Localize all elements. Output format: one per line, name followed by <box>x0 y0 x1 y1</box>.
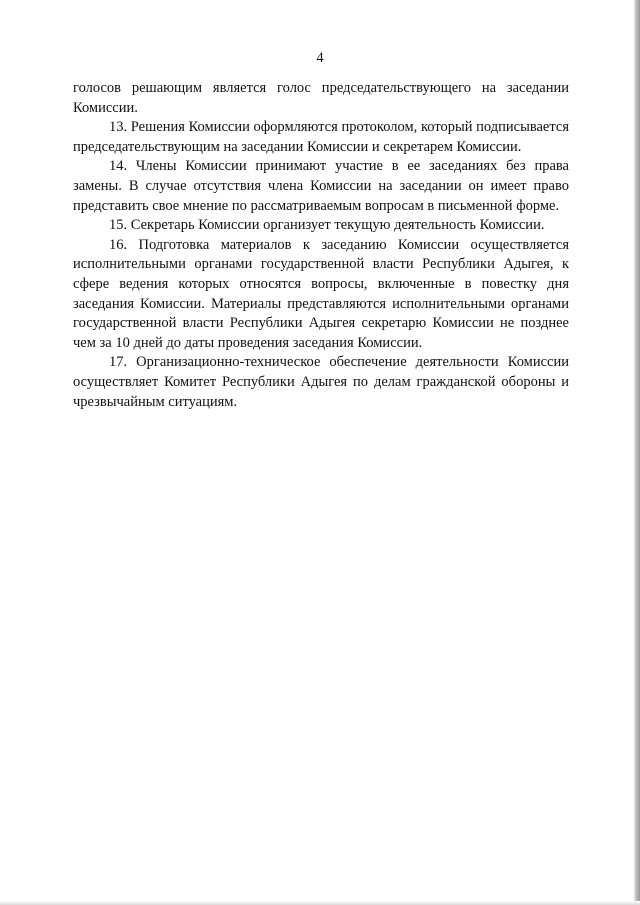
document-body <box>73 79 569 412</box>
paragraph-16: 16. Подготовка материалов к заседанию Комиссии осуществляется исполнительными органами государственной власти Республики Адыгея, к сфере ведения которых относятся вопросы, включенные в повестку дня заседания Комиссии. Материалы представляются исполнительными органами государственной власти Республики Адыгея секретарю Комиссии не позднее чем за 10 дней до даты проведения заседания Комиссии. <box>73 236 569 351</box>
paragraph-13: 13. Решения Комиссии оформляются протоколом, который подписывается председательствующим на заседании Комиссии и секретарем Комиссии. <box>73 119 569 155</box>
paragraph-17: 17. Организационно-техническое обеспечение деятельности Комиссии осуществляет Комитет Республики Адыгея по делам гражданской обороны и чрезвычайным ситуациям. <box>73 354 569 410</box>
scan-edge-shadow <box>634 0 640 905</box>
scan-edge-bottom <box>0 901 640 905</box>
paragraph-continuation: голосов решающим является голос председательствующего на заседании Комиссии. <box>73 80 569 116</box>
page-number: 4 <box>316 50 324 66</box>
paragraph-14: 14. Члены Комиссии принимают участие в ее заседаниях без права замены. В случае отсутствия члена Комиссии на заседании он имеет право представить свое мнение по рассматриваемым вопросам в письменной форме. <box>73 158 569 214</box>
paragraph-15: 15. Секретарь Комиссии организует текущую деятельность Комиссии. <box>109 217 545 234</box>
